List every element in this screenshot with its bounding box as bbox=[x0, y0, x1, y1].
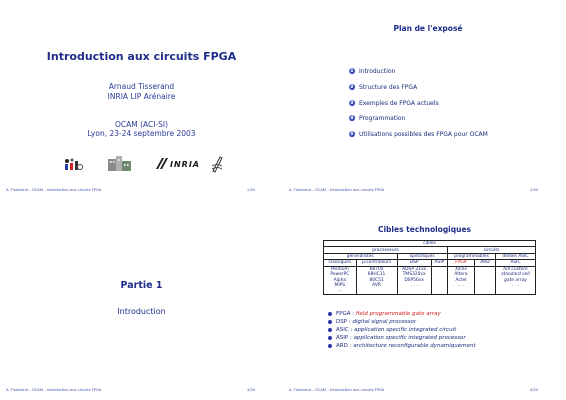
author-affiliation: INRIA LIP Arénaire bbox=[107, 92, 176, 101]
toc-item: 3 Exemples de FPGA actuels bbox=[350, 99, 439, 107]
bullet-icon bbox=[328, 344, 332, 348]
acronym-list bbox=[328, 310, 476, 350]
fpga-highlight: FPGA bbox=[447, 260, 474, 266]
table-header-processeurs: processeurs bbox=[324, 247, 448, 253]
table-header-circuits: circuits bbox=[447, 247, 535, 253]
slide-title bbox=[0, 0, 283, 200]
bullet-icon bbox=[328, 328, 332, 332]
slide-plan bbox=[283, 0, 566, 200]
targets-table bbox=[323, 240, 536, 295]
toc-item: 5 Utilisations possibles des FPGA pour OCAM bbox=[350, 131, 488, 139]
footer-left: A. Tisserand – OCAM – Introduction aux circuits FPGA bbox=[289, 388, 385, 392]
table-row: classiques μ-contrôleurs DSP ASIP FPGA ARD ASIC bbox=[324, 260, 536, 266]
toc-item: 4 Programmation bbox=[350, 115, 406, 123]
building-logo-icon bbox=[106, 155, 134, 173]
list-item: FPGA : field programmable gate array bbox=[328, 310, 476, 318]
toc-list bbox=[349, 68, 488, 147]
footer-page-number: 4/34 bbox=[529, 388, 538, 392]
table-header-dedies: dédiés ASIC bbox=[495, 253, 535, 259]
presentation-title: Introduction aux circuits FPGA bbox=[46, 50, 237, 63]
author-name: Arnaud Tisserand bbox=[108, 82, 175, 91]
toc-bullet-icon: 3 bbox=[350, 99, 354, 105]
cibles-title: Cibles technologiques bbox=[377, 225, 472, 234]
table-row: MIPS AVR . . . . . . . . . bbox=[324, 283, 536, 288]
footer-left: A. Tisserand – OCAM – Introduction aux circuits FPGA bbox=[6, 188, 102, 192]
slide-cibles bbox=[283, 200, 566, 400]
toc-bullet-icon: 4 bbox=[350, 115, 354, 121]
part-subtitle: Introduction bbox=[117, 307, 166, 316]
ocam-logo-icon bbox=[62, 155, 84, 173]
footer-left: A. Tisserand – OCAM – Introduction aux circuits FPGA bbox=[6, 388, 102, 392]
toc-bullet-icon: 5 bbox=[350, 131, 354, 137]
footer-page-number: 3/34 bbox=[246, 388, 255, 392]
footer-page-number: 2/34 bbox=[529, 188, 538, 192]
table-header-cibles: cibles bbox=[324, 241, 536, 247]
table-row: Alpha 80C51 DSP56xx Actel gate array bbox=[324, 277, 536, 282]
event-date-place: Lyon, 23-24 septembre 2003 bbox=[87, 129, 196, 138]
toc-bullet-icon: 1 bbox=[350, 68, 354, 73]
toc-bullet-icon: 2 bbox=[350, 83, 354, 89]
table-row: ... bbox=[324, 288, 536, 294]
inria-logo-text: INRIA bbox=[170, 160, 199, 169]
event-name: OCAM (ACI-SI) bbox=[114, 120, 169, 129]
inria-logo-icon bbox=[154, 155, 199, 173]
slide-partie bbox=[0, 200, 283, 400]
table-header-specifiques: spécifiques bbox=[397, 253, 447, 259]
list-item: ARD : architecture reconfigurable dynamiquement bbox=[328, 342, 476, 350]
bullet-icon bbox=[328, 336, 332, 340]
bullet-icon bbox=[328, 320, 332, 324]
footer-left: A. Tisserand – OCAM – Introduction aux circuits FPGA bbox=[289, 188, 385, 192]
list-item: ASIP : application specific integrated processor bbox=[328, 334, 476, 342]
table-header-generalistes: généralistes bbox=[324, 253, 398, 259]
footer-page-number: 1/34 bbox=[246, 188, 255, 192]
logo-strip bbox=[62, 155, 232, 173]
table-header-programmables: programmables bbox=[447, 253, 495, 259]
list-item: DSP : digital signal processor bbox=[328, 318, 476, 326]
part-title: Partie 1 bbox=[120, 280, 163, 291]
pen-logo-icon bbox=[210, 155, 224, 173]
bullet-icon bbox=[328, 312, 332, 316]
table-row: PowerPC 68HC11 TMS320xx Altera standard cell bbox=[324, 272, 536, 277]
plan-title: Plan de l'exposé bbox=[393, 24, 463, 33]
table-row: Pentium 68705 ADSP 21xx Xilinx full custom bbox=[324, 266, 536, 272]
toc-item: 1 Introduction bbox=[350, 68, 396, 75]
list-item: ASIC : application specific integrated circuit bbox=[328, 326, 476, 334]
toc-item: 2 Structure des FPGA bbox=[350, 83, 418, 91]
